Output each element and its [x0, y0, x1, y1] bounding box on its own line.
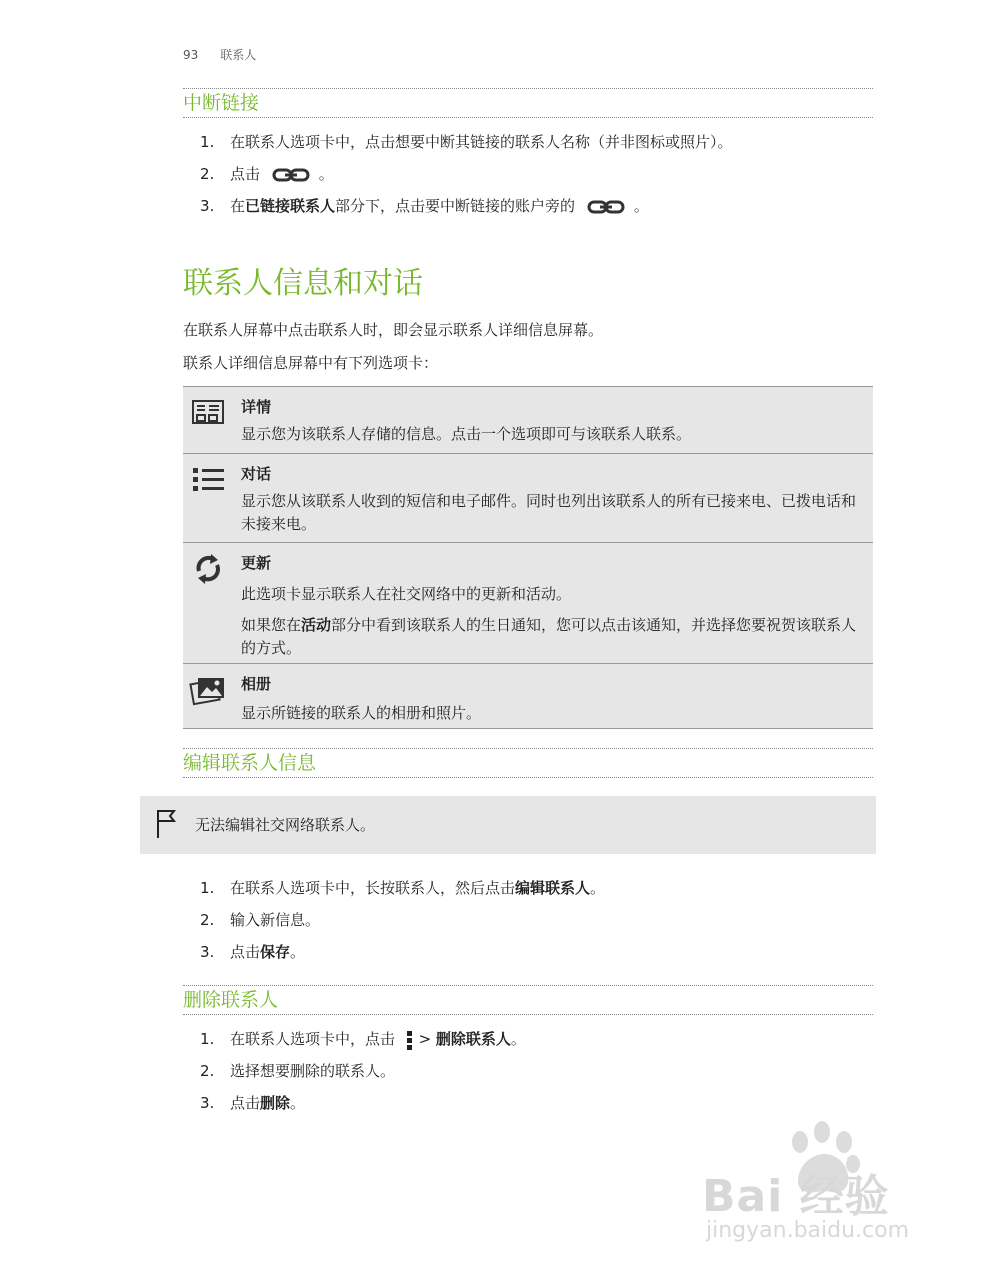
- list-item: 3. 点击保存。: [200, 943, 306, 961]
- list-icon: [189, 462, 229, 498]
- details-card-icon: [189, 395, 229, 431]
- photo-album-icon: [189, 672, 229, 708]
- list-item: 2. 输入新信息。: [200, 911, 321, 929]
- table-row: [183, 543, 873, 664]
- tab-title: 对话: [241, 465, 272, 483]
- intro-text: 在联系人屏幕中点击联系人时，即会显示联系人详细信息屏幕。: [183, 321, 604, 339]
- link-icon: [586, 198, 628, 216]
- list-item: 1. 在联系人选项卡中，长按联系人，然后点击编辑联系人。: [200, 879, 606, 897]
- note-box: [140, 796, 876, 854]
- edit-steps: [200, 872, 605, 968]
- page-number: 93: [183, 48, 199, 62]
- tab-description: 显示您为该联系人存储的信息。点击一个选项即可与该联系人联系。: [241, 425, 692, 443]
- list-item: 2. 点击 。: [200, 165, 334, 183]
- link-icon: [271, 166, 313, 184]
- tab-title: 详情: [241, 398, 272, 416]
- section-title-edit: 编辑联系人信息: [183, 748, 873, 778]
- list-item: 3. 在已链接联系人部分下，点击要中断链接的账户旁的 。: [200, 197, 649, 215]
- menu-dots-icon: [404, 1030, 414, 1050]
- list-item: 1. 在联系人选项卡中，点击 > 删除联系人。: [200, 1030, 526, 1048]
- baidu-watermark: [700, 1120, 940, 1250]
- tab-description: 如果您在活动部分中看到该联系人的生日通知，您可以点击该通知，并选择您要祝贺该联系人的方式。: [241, 616, 857, 657]
- delete-steps: [200, 1023, 526, 1119]
- note-text: 无法编辑社交网络联系人。: [195, 816, 376, 834]
- header-section: 联系人: [220, 48, 257, 62]
- list-item: 2. 选择想要删除的联系人。: [200, 1062, 396, 1080]
- table-row: [183, 387, 873, 454]
- intro-text: 联系人详细信息屏幕中有下列选项卡：: [183, 354, 439, 372]
- list-item: 3. 点击删除。: [200, 1094, 306, 1112]
- tab-description: 此选项卡显示联系人在社交网络中的更新和活动。: [241, 585, 572, 603]
- flag-icon: [155, 808, 177, 840]
- list-item: 1. 在联系人选项卡中，点击想要中断其链接的联系人名称（并非图标或照片）。: [200, 133, 733, 151]
- tab-description: 显示所链接的联系人的相册和照片。: [241, 704, 482, 722]
- refresh-icon: [189, 551, 229, 587]
- table-row: [183, 454, 873, 543]
- table-row: [183, 664, 873, 729]
- unlink-steps: [200, 126, 733, 222]
- tab-title: 相册: [241, 675, 272, 693]
- page-header: [183, 46, 256, 63]
- section-title-contact-info: 联系人信息和对话: [183, 266, 423, 301]
- section-title-unlink: 中断链接: [183, 88, 873, 118]
- watermark-url: jingyan.baidu.com: [706, 1218, 910, 1243]
- tabs-table: [183, 386, 873, 729]
- section-title-delete: 删除联系人: [183, 985, 873, 1015]
- tab-description: 显示您从该联系人收到的短信和电子邮件。同时也列出该联系人的所有已接来电、已拨电话和未接来电。: [241, 492, 857, 533]
- tab-title: 更新: [241, 554, 272, 572]
- watermark-brand: Bai 经验: [702, 1171, 890, 1222]
